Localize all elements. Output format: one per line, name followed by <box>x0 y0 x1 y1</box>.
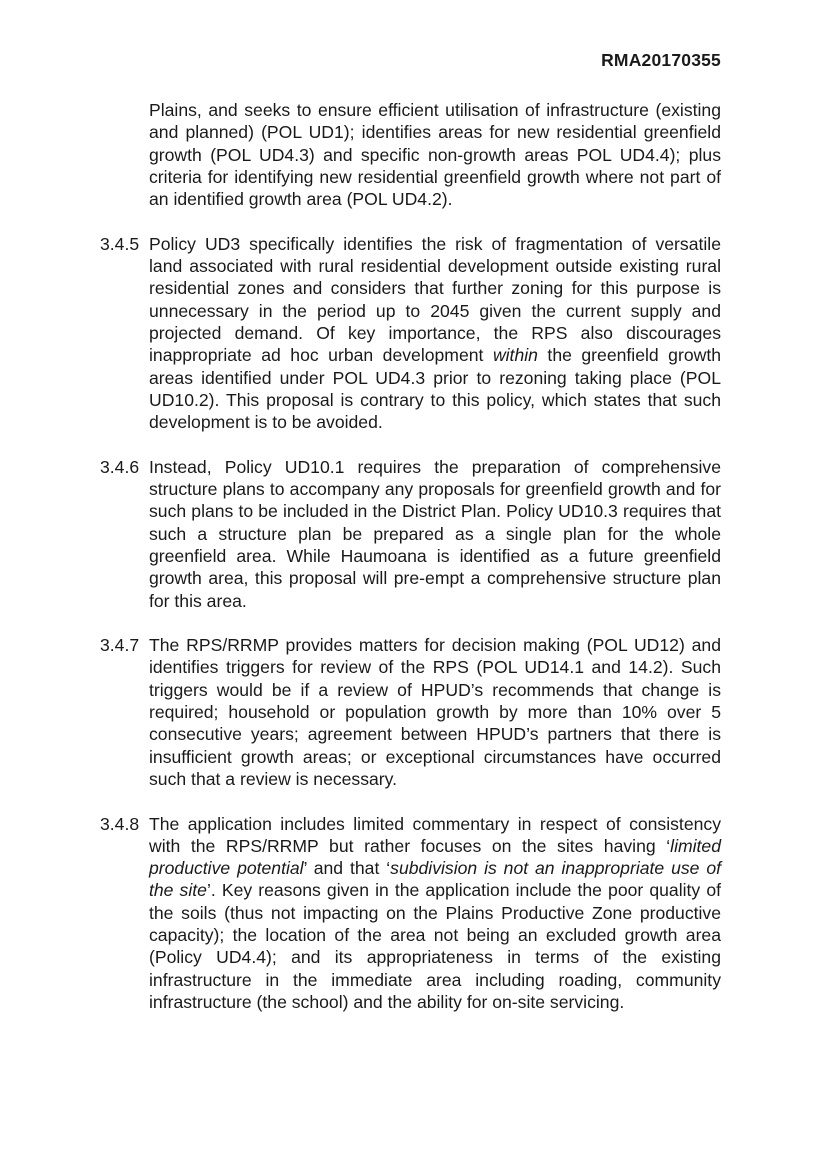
paragraph-italic-text: limited productive potential <box>149 835 721 879</box>
paragraph-text: ’. Key reasons given in the application include the poor quality of the soils (thus not impacting on the Plains Productive Zone productive capacity); the location of the area not being an excluded growth area (Policy UD4.4); and its appropriateness in terms of the existing infrastructure in the immediate area including roading, community infrastructure (the school) and the ability for on-site servicing. <box>149 880 721 1012</box>
paragraph-text: Instead, Policy UD10.1 requires the preparation of comprehensive structure plans to accompany any proposals for greenfield growth and for such plans to be included in the District Plan. Policy UD10.3 requires that such a structure plan be prepared as a single plan for the whole greenfield area. While Haumoana is identified as a future greenfield growth area, this proposal will pre-empt a comprehensive structure plan for this area. <box>149 456 721 611</box>
paragraph-number: 3.4.8 <box>100 813 140 834</box>
paragraph-3-4-6 <box>100 456 721 612</box>
paragraph-continued <box>100 99 721 210</box>
paragraph-text: Policy UD3 specifically identifies the risk of fragmentation of versatile land associated with rural residential development outside existing rural residential zones and considers that further zoning for this purpose is unnecessary in the period up to 2045 given the current supply and projected demand. Of key importance, the RPS also discourages inappropriate ad hoc urban development <box>149 233 721 366</box>
paragraph-text: The RPS/RRMP provides matters for decision making (POL UD12) and identifies triggers for review of the RPS (POL UD14.1 and 14.2). Such triggers would be if a review of HPUD’s recommends that change is required; household or population growth by more than 10% over 5 consecutive years; agreement between HPUD’s partners that there is insufficient growth areas; or exceptional circumstances have occurred such that a review is necessary. <box>149 635 721 789</box>
document-body <box>100 99 721 1035</box>
paragraph-text: ’ and that ‘ <box>303 858 391 879</box>
paragraph-number: 3.4.7 <box>100 635 140 656</box>
paragraph-italic-text: within <box>492 345 538 366</box>
paragraph-3-4-8 <box>100 813 721 1014</box>
document-reference-number: RMA20170355 <box>601 50 721 70</box>
paragraph-number: 3.4.5 <box>100 233 140 254</box>
paragraph-italic-text: subdivision is not an inappropriate use of the site <box>149 858 722 901</box>
paragraph-text: the greenfield growth areas identified under POL UD4.3 prior to rezoning taking place (POL UD10.2). This proposal is contrary to this policy, which states that such development is to be avoided. <box>149 345 721 433</box>
paragraph-text: The application includes limited commentary in respect of consistency with the RPS/RRMP but rather focuses on the sites having ‘ <box>149 813 721 856</box>
paragraph-text: Plains, and seeks to ensure efficient utilisation of infrastructure (existing and planned) (POL UD1); identifies areas for new residential greenfield growth (POL UD4.3) and specific non-growth areas POL UD4.4); plus criteria for identifying new residential greenfield growth where not part of an identified growth area (POL UD4.2). <box>149 100 721 210</box>
paragraph-3-4-7 <box>100 634 721 790</box>
paragraph-number: 3.4.6 <box>100 456 140 477</box>
paragraph-3-4-5 <box>100 233 721 434</box>
